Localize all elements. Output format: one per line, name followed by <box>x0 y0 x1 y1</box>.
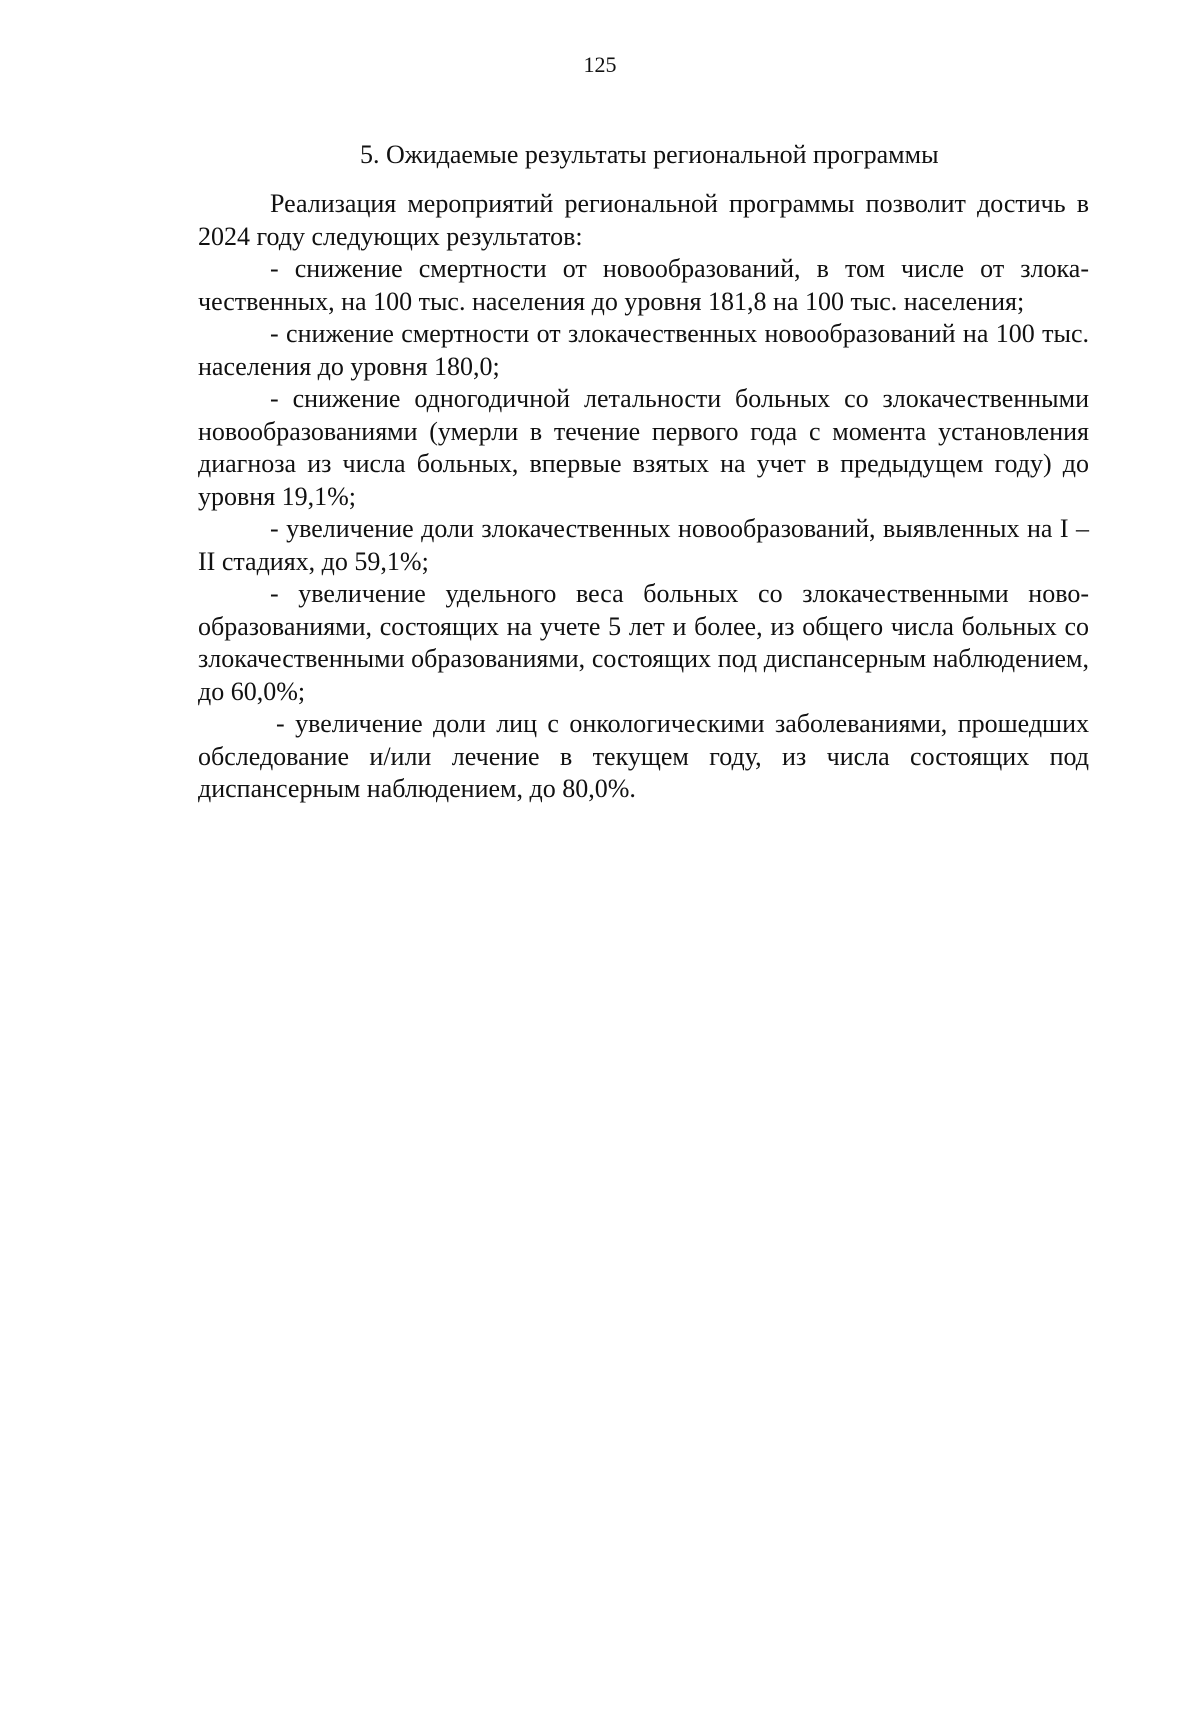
result-item: - снижение смертности от новообразований, в том числе от злокачественных, на 100 тыс. населения до уровня 181,8 на 100 тыс. населения; <box>198 254 1089 316</box>
intro-paragraph: Реализация мероприятий региональной программы позволит достичь в 2024 году следующих результатов: <box>198 189 1089 251</box>
result-item: - снижение смертности от злокачественных новообразований на 100 тыс. населения до уровня 180,0; <box>198 319 1089 381</box>
page-number: 125 <box>583 52 617 77</box>
result-item: - увеличение доли лиц с онкологическими заболеваниями, прошедших обследование и/или лечение в текущем году, из числа состоящих под диспансерным наблюдением, до 80,0%. <box>198 709 1089 803</box>
result-item: - снижение одногодичной летальности больных со злокачественными новообразованиями (умерли в течение первого года с момента установления диагноза из числа больных, впервые взятых на учет в предыдущем году) до уровня 19,1%; <box>198 384 1089 511</box>
result-item: - увеличение доли злокачественных новообразований, выявленных на I – II стадиях, до 59,1%; <box>198 514 1089 576</box>
result-item: - увеличение удельного веса больных со злокачественными новообразованиями, состоящих на учете 5 лет и более, из общего числа больных со злокачественными образованиями, состоящих под диспансерным наблюдением, до 60,0%; <box>198 579 1089 706</box>
section-title: 5. Ожидаемые результаты региональной программы <box>360 140 939 169</box>
document-body <box>198 188 1089 806</box>
